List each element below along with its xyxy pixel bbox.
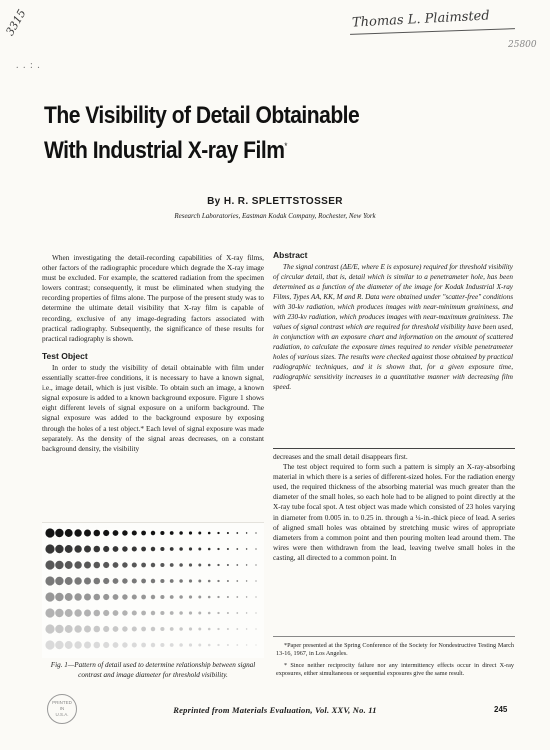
pattern-dot <box>255 644 256 645</box>
pattern-dot <box>198 596 201 599</box>
pattern-dot <box>236 612 238 614</box>
pattern-dot <box>65 529 73 537</box>
continuation-paragraph: decreases and the small detail disappears first. <box>273 452 408 461</box>
pattern-dot <box>132 530 137 535</box>
footnote-divider <box>273 636 515 637</box>
pattern-dot <box>55 625 63 633</box>
pattern-dot <box>65 561 73 569</box>
pattern-dot <box>65 609 73 617</box>
pattern-dot <box>45 544 54 553</box>
pattern-dot <box>74 529 81 536</box>
article-title <box>44 100 440 166</box>
pattern-dot <box>141 579 146 584</box>
pattern-dot <box>55 529 63 537</box>
pattern-dot <box>55 545 63 553</box>
pattern-dot <box>208 580 211 583</box>
pattern-dot <box>198 548 201 551</box>
footnotes <box>276 642 514 682</box>
pattern-dot <box>198 644 201 647</box>
pattern-dot <box>246 596 247 597</box>
title-line-1: The Visibility of Detail Obtainable <box>44 102 360 129</box>
pattern-dot <box>55 641 63 649</box>
pattern-dot <box>103 610 109 616</box>
page-number: 245 <box>494 705 508 714</box>
section-heading-test-object: Test Object <box>42 350 88 361</box>
pattern-dot <box>170 531 174 535</box>
pattern-dot <box>160 643 164 647</box>
author-affiliation: Research Laboratories, Eastman Kodak Company, Rochester, New York <box>174 212 376 220</box>
pattern-dot <box>179 643 183 647</box>
pattern-dot <box>208 628 211 631</box>
pattern-dot <box>189 611 192 614</box>
pattern-dot <box>74 593 81 600</box>
pattern-dot <box>103 642 109 648</box>
pattern-dot <box>141 563 146 568</box>
pattern-dot <box>84 594 91 601</box>
pattern-dot <box>94 578 101 585</box>
pattern-dot <box>170 595 174 599</box>
pattern-dot <box>84 530 91 537</box>
pattern-dot <box>217 548 219 550</box>
pattern-dot <box>151 627 155 631</box>
pattern-dot <box>103 594 109 600</box>
pattern-dot <box>45 608 54 617</box>
pattern-dot <box>103 562 109 568</box>
reprint-footer: Reprinted from Materials Evaluation, Vol. XXV, No. 11 <box>173 705 377 715</box>
pattern-dot <box>113 562 119 568</box>
pattern-dot <box>208 548 211 551</box>
abstract-divider <box>273 448 515 449</box>
pattern-dot <box>84 642 91 649</box>
pattern-dot <box>246 628 247 629</box>
pattern-dot <box>160 627 164 631</box>
title-line-2: With Industrial X-ray Film <box>44 137 285 165</box>
pattern-dot <box>55 593 63 601</box>
pattern-dot <box>255 580 256 581</box>
pattern-dot <box>189 579 192 582</box>
pattern-dot <box>255 596 256 597</box>
pattern-dot <box>151 611 155 615</box>
pattern-dot <box>84 578 91 585</box>
pattern-dot <box>113 578 119 584</box>
pattern-dot <box>179 627 183 631</box>
pattern-dot <box>84 610 91 617</box>
pattern-dot <box>255 628 256 629</box>
pattern-dot <box>160 595 164 599</box>
pattern-dot <box>255 532 256 533</box>
test-object-paragraph: In order to study the visibility of detail obtainable with film under essentially scatter-free conditions, it is necessary to have a known signal, i.e., image detail, which is just visible. To obtain such an image, a known signal exposure is added to a known background exposure. Figure 1 shows eight different levels of signal exposure on a uniform background. The signal exposure was added to the background exposure by exposing through the holes of a test object.* Each level of signal exposure was made separately. As the density of the signal areas decreases, on a constant background density, the visibility <box>42 362 264 453</box>
pattern-dot <box>141 595 146 600</box>
pattern-dot <box>227 580 229 582</box>
pattern-dot <box>55 609 63 617</box>
pattern-dot <box>255 612 256 613</box>
pattern-dot <box>198 612 201 615</box>
pattern-dot <box>151 531 155 535</box>
pattern-dot <box>151 563 155 567</box>
pattern-dot <box>246 612 247 613</box>
abstract-box <box>273 250 513 392</box>
pattern-dot <box>246 580 247 581</box>
abstract-heading: Abstract <box>273 250 308 260</box>
pattern-dot <box>170 563 174 567</box>
pattern-dot <box>122 594 127 599</box>
pattern-dot <box>208 596 211 599</box>
intro-paragraph: When investigating the detail-recording capabilities of X-ray films, other factors of the radiographic procedure which degrade the X-ray image must be excluded. For example, the scattered radiation from the specimen lowers contrast; consequently, it must be eliminated when studying the recording properties of films alone. The purpose of the present study was to determine the ultimate detail visibility that X-ray film is capable of recording, exclusive of any image-degrading factors associated with practical radiography. Subsequently, the significance of these results for practical radiography is shown. <box>42 253 264 343</box>
figure-1-caption: Fig. 1—Pattern of detail used to determine relationship between signal contrast and image diameter for threshold visibility. <box>50 661 256 679</box>
pattern-dot <box>132 546 137 551</box>
pattern-dot <box>55 561 63 569</box>
abstract-body: The signal contrast (ΔE/E, where E is exposure) required for threshold visibility of circular detail, that is, detail which is similar to a penetrameter hole, has been determined as a function of the diameter of the image for Kodak Industrial X-ray Films, Types AA, KK, M and R. Data were obtained under "scatter-free" conditions with 30-kv radiation, which produces images with near-minimum graininess, and with 230-kv radiation, which produces images with near-maximum graininess. The values of signal contrast which are required for threshold visibility have been used, in conjunction with an exposure chart and information on the amount of scattered radiation, to calculate the exposure times required to render visible penetrameter holes of various sizes. The results were checked against those obtained by practical radiographic techniques, and it is shown that, for a given exposure time, radiographic sensitivity increases in a quantitative manner with decreasing film speed. <box>273 263 514 391</box>
pattern-dot <box>113 546 119 552</box>
pattern-dot <box>45 528 54 537</box>
pattern-dot <box>113 626 119 632</box>
pattern-dot <box>151 579 155 583</box>
pattern-dot <box>74 609 81 616</box>
right-column <box>273 452 515 563</box>
handwritten-right-note: 25800 <box>508 40 537 50</box>
pattern-dot <box>227 548 229 550</box>
pattern-dot <box>141 547 146 552</box>
pattern-dot <box>255 548 256 549</box>
pattern-dot <box>217 564 219 566</box>
pattern-dot <box>170 627 174 631</box>
pattern-dot <box>179 579 183 583</box>
pattern-dot <box>160 563 164 567</box>
pattern-dot <box>45 640 54 649</box>
pattern-dot <box>227 628 229 630</box>
pattern-dot <box>122 578 127 583</box>
pattern-dot <box>65 577 73 585</box>
pattern-dot <box>84 562 91 569</box>
pattern-dot <box>208 644 211 647</box>
pattern-dot <box>84 626 91 633</box>
pattern-dot <box>122 546 127 551</box>
pattern-dot <box>255 564 256 565</box>
test-object-description-paragraph: The test object required to form such a pattern is simply an X-ray-absorbing material in which there is a series of different-sized holes. For the radiation energy used, the required thickness of the absorbing material was much greater than the diameter of the small holes, so each hole had to be aligned to point directly at the X-ray tube focal spot. A test object was made which consisted of 23 holes varying in diameter from 0.005 in. to 0.25 in. through a ¼-in.-thick piece of lead. A series of aligned small holes was obtained by stretching music wires of appropriate diameters from a common point and then pouring molten lead around them. The wires were then withdrawn from the lead, leaving twelve small holes in the casting, all directed to a common point. In <box>273 462 515 562</box>
pattern-dot <box>189 595 192 598</box>
pattern-dot <box>141 611 146 616</box>
pattern-dot <box>189 563 192 566</box>
pattern-dot <box>217 532 219 534</box>
pattern-dot <box>132 610 137 615</box>
pattern-dot <box>189 627 192 630</box>
dot-pattern-graphic <box>42 523 264 658</box>
handwritten-left-note: 3315 <box>3 7 29 38</box>
pattern-dot <box>160 611 164 615</box>
pattern-dot <box>208 564 211 567</box>
margin-tick-marks: . . : . <box>16 60 41 71</box>
pattern-dot <box>170 579 174 583</box>
pattern-dot <box>227 564 229 566</box>
pattern-dot <box>103 578 109 584</box>
pattern-dot <box>179 547 183 551</box>
pattern-dot <box>208 532 211 535</box>
pattern-dot <box>246 532 247 533</box>
pattern-dot <box>198 564 201 567</box>
pattern-dot <box>198 580 201 583</box>
pattern-dot <box>94 610 101 617</box>
pattern-dot <box>141 627 146 632</box>
pattern-dot <box>179 531 183 535</box>
pattern-dot <box>94 546 101 553</box>
pattern-dot <box>103 626 109 632</box>
figure-1-dot-pattern <box>42 522 264 658</box>
printed-in-usa-stamp: PRINTED IN U.S.A. <box>47 694 77 724</box>
pattern-dot <box>113 530 119 536</box>
pattern-dot <box>94 594 101 601</box>
pattern-dot <box>132 594 137 599</box>
pattern-dot <box>160 547 164 551</box>
pattern-dot <box>160 579 164 583</box>
pattern-dot <box>189 547 192 550</box>
pattern-dot <box>84 546 91 553</box>
pattern-dot <box>179 595 183 599</box>
pattern-dot <box>246 564 247 565</box>
pattern-dot <box>65 593 73 601</box>
pattern-dot <box>198 532 201 535</box>
pattern-dot <box>122 562 127 567</box>
pattern-dot <box>94 626 101 633</box>
handwritten-signature: Thomas L. Plaimsted <box>351 8 491 31</box>
pattern-dot <box>170 547 174 551</box>
pattern-dot <box>122 626 127 631</box>
pattern-dot <box>132 626 137 631</box>
pattern-dot <box>217 580 219 582</box>
pattern-dot <box>132 578 137 583</box>
pattern-dot <box>170 611 174 615</box>
pattern-dot <box>246 644 247 645</box>
pattern-dot <box>122 642 127 647</box>
pattern-dot <box>103 530 109 536</box>
pattern-dot <box>217 596 219 598</box>
pattern-dot <box>132 562 137 567</box>
pattern-dot <box>198 628 201 631</box>
pattern-dot <box>179 563 183 567</box>
pattern-dot <box>236 596 238 598</box>
pattern-dot <box>151 595 155 599</box>
pattern-dot <box>74 625 81 632</box>
pattern-dot <box>113 594 119 600</box>
pattern-dot <box>113 642 119 648</box>
pattern-dot <box>65 641 73 649</box>
pattern-dot <box>189 643 192 646</box>
pattern-dot <box>94 530 101 537</box>
pattern-dot <box>246 548 247 549</box>
pattern-dot <box>74 641 81 648</box>
footnote-reciprocity: * Since neither reciprocity failure nor any intermittency effects occur in direct X-ray exposures, either simultaneous or sequential exposures give the same result. <box>276 661 514 678</box>
pattern-dot <box>45 592 54 601</box>
left-column <box>42 253 264 454</box>
pattern-dot <box>227 644 229 646</box>
pattern-dot <box>217 628 219 630</box>
pattern-dot <box>227 596 229 598</box>
pattern-dot <box>236 532 238 534</box>
pattern-dot <box>65 625 73 633</box>
pattern-dot <box>217 612 219 614</box>
pattern-dot <box>74 561 81 568</box>
pattern-dot <box>122 610 127 615</box>
title-footnote-mark: * <box>284 141 287 151</box>
pattern-dot <box>236 548 238 550</box>
pattern-dot <box>55 577 63 585</box>
pattern-dot <box>132 642 137 647</box>
pattern-dot <box>208 612 211 615</box>
pattern-dot <box>122 530 127 535</box>
pattern-dot <box>227 612 229 614</box>
pattern-dot <box>103 546 109 552</box>
pattern-dot <box>151 643 155 647</box>
author-byline: By H. R. SPLETTSTOSSER <box>207 196 343 207</box>
pattern-dot <box>227 532 229 534</box>
pattern-dot <box>179 611 183 615</box>
pattern-dot <box>74 545 81 552</box>
pattern-dot <box>74 577 81 584</box>
pattern-dot <box>65 545 73 553</box>
pattern-dot <box>45 560 54 569</box>
pattern-dot <box>217 644 219 646</box>
pattern-dot <box>45 576 54 585</box>
pattern-dot <box>141 531 146 536</box>
footnote-conference: *Paper presented at the Spring Conference of the Society for Nondestructive Testing March 13-16, 1967, in Los Angeles. <box>276 642 514 658</box>
pattern-dot <box>151 547 155 551</box>
pattern-dot <box>236 644 238 646</box>
pattern-dot <box>45 624 54 633</box>
pattern-dot <box>236 580 238 582</box>
pattern-dot <box>160 531 164 535</box>
pattern-dot <box>113 610 119 616</box>
pattern-dot <box>189 531 192 534</box>
pattern-dot <box>94 642 101 649</box>
pattern-dot <box>170 643 174 647</box>
pattern-dot <box>94 562 101 569</box>
pattern-dot <box>236 564 238 566</box>
pattern-dot <box>141 643 146 648</box>
pattern-dot <box>236 628 238 630</box>
